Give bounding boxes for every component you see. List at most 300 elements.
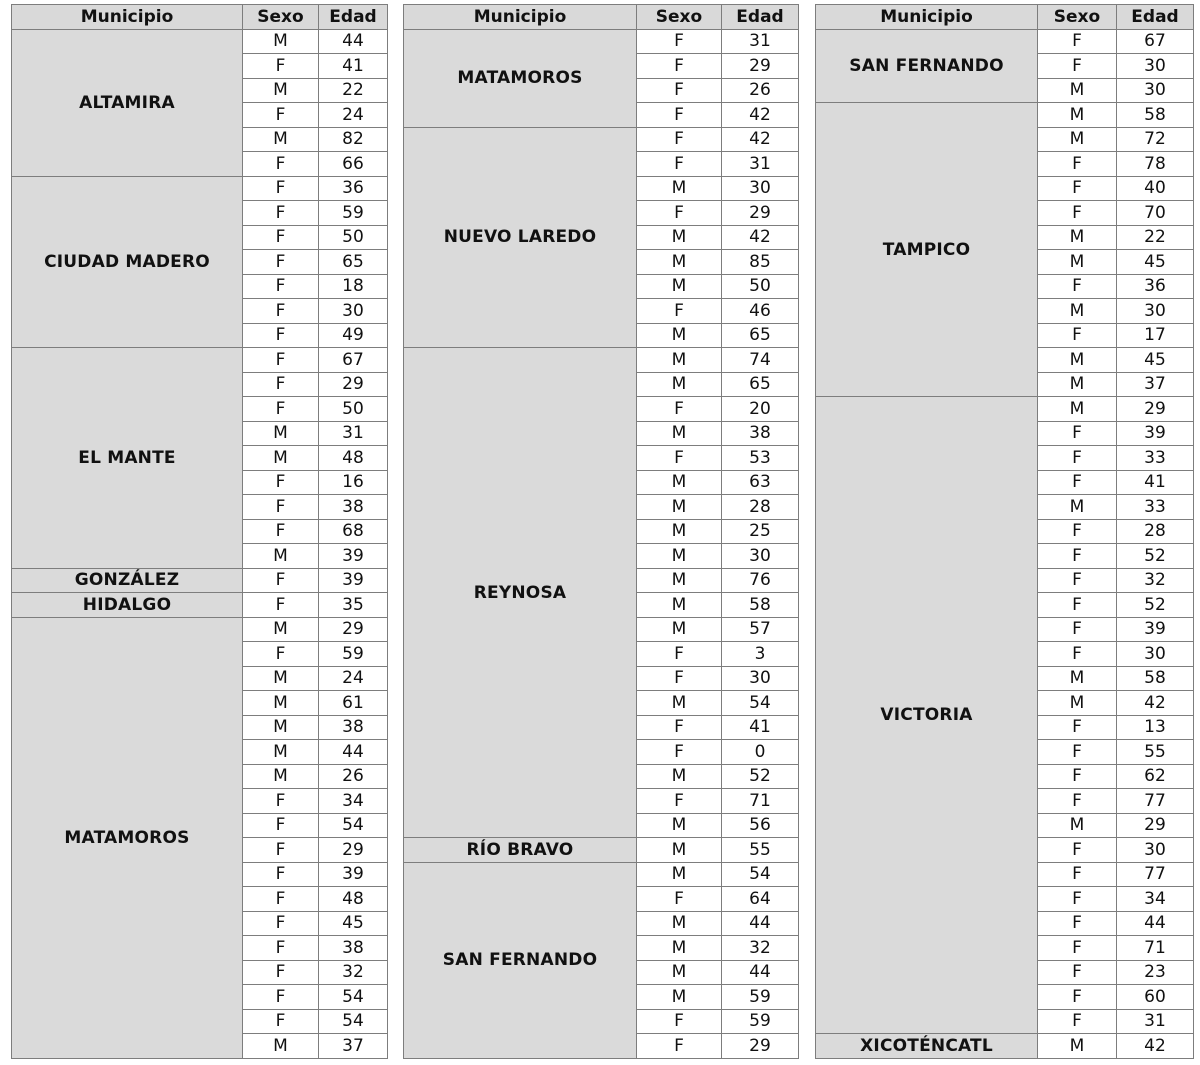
- sexo-cell: F: [1038, 838, 1117, 863]
- edad-cell: 38: [319, 715, 388, 740]
- edad-cell: 44: [722, 960, 799, 985]
- sexo-cell: F: [243, 201, 319, 226]
- edad-cell: 42: [722, 103, 799, 128]
- sexo-cell: F: [1038, 519, 1117, 544]
- data-table-3: [815, 4, 1194, 1059]
- sexo-cell: F: [1038, 29, 1117, 54]
- header-municipio: Municipio: [12, 5, 243, 30]
- sexo-cell: F: [637, 1009, 722, 1034]
- edad-cell: 42: [1117, 691, 1194, 716]
- edad-cell: 36: [1117, 274, 1194, 299]
- sexo-cell: M: [243, 127, 319, 152]
- sexo-cell: M: [243, 78, 319, 103]
- edad-cell: 61: [319, 691, 388, 716]
- edad-cell: 30: [722, 666, 799, 691]
- sexo-cell: F: [637, 78, 722, 103]
- header-edad: Edad: [722, 5, 799, 30]
- edad-cell: 34: [1117, 887, 1194, 912]
- sexo-cell: F: [1038, 642, 1117, 667]
- edad-cell: 52: [1117, 593, 1194, 618]
- municipio-cell: MATAMOROS: [404, 29, 637, 127]
- sexo-cell: F: [1038, 593, 1117, 618]
- edad-cell: 29: [319, 372, 388, 397]
- table-row: [404, 348, 799, 373]
- sexo-cell: F: [243, 862, 319, 887]
- sexo-cell: F: [243, 960, 319, 985]
- table-row: [404, 838, 799, 863]
- edad-cell: 42: [1117, 1034, 1194, 1059]
- sexo-cell: F: [637, 152, 722, 177]
- sexo-cell: M: [1038, 348, 1117, 373]
- edad-cell: 35: [319, 593, 388, 618]
- sexo-cell: F: [637, 789, 722, 814]
- edad-cell: 39: [319, 544, 388, 569]
- sexo-cell: F: [243, 54, 319, 79]
- edad-cell: 66: [319, 152, 388, 177]
- edad-cell: 30: [1117, 299, 1194, 324]
- edad-cell: 67: [319, 348, 388, 373]
- sexo-cell: M: [637, 470, 722, 495]
- sexo-cell: F: [1038, 421, 1117, 446]
- sexo-cell: F: [1038, 862, 1117, 887]
- edad-cell: 41: [722, 715, 799, 740]
- sexo-cell: M: [637, 348, 722, 373]
- sexo-cell: F: [1038, 446, 1117, 471]
- table-row: [404, 29, 799, 54]
- edad-cell: 50: [722, 274, 799, 299]
- edad-cell: 31: [1117, 1009, 1194, 1034]
- sexo-cell: M: [243, 715, 319, 740]
- sexo-cell: M: [637, 250, 722, 275]
- edad-cell: 54: [319, 1009, 388, 1034]
- sexo-cell: F: [243, 593, 319, 618]
- edad-cell: 55: [1117, 740, 1194, 765]
- edad-cell: 67: [1117, 29, 1194, 54]
- edad-cell: 50: [319, 397, 388, 422]
- municipio-cell: CIUDAD MADERO: [12, 176, 243, 348]
- header-sexo: Sexo: [1038, 5, 1117, 30]
- edad-cell: 41: [319, 54, 388, 79]
- municipio-cell: TAMPICO: [816, 103, 1038, 397]
- sexo-cell: M: [243, 617, 319, 642]
- edad-cell: 38: [722, 421, 799, 446]
- sexo-cell: F: [637, 127, 722, 152]
- edad-cell: 40: [1117, 176, 1194, 201]
- edad-cell: 55: [722, 838, 799, 863]
- edad-cell: 44: [319, 29, 388, 54]
- sexo-cell: M: [1038, 225, 1117, 250]
- header-row: [816, 5, 1194, 30]
- sexo-cell: M: [1038, 495, 1117, 520]
- data-table-1: [11, 4, 388, 1059]
- municipio-cell: SAN FERNANDO: [404, 862, 637, 1058]
- edad-cell: 18: [319, 274, 388, 299]
- edad-cell: 71: [1117, 936, 1194, 961]
- edad-cell: 41: [1117, 470, 1194, 495]
- edad-cell: 59: [722, 985, 799, 1010]
- edad-cell: 48: [319, 446, 388, 471]
- edad-cell: 31: [722, 152, 799, 177]
- edad-cell: 42: [722, 225, 799, 250]
- edad-cell: 33: [1117, 446, 1194, 471]
- sexo-cell: F: [243, 985, 319, 1010]
- edad-cell: 30: [1117, 642, 1194, 667]
- edad-cell: 29: [722, 54, 799, 79]
- edad-cell: 44: [722, 911, 799, 936]
- sexo-cell: F: [243, 813, 319, 838]
- sexo-cell: F: [243, 495, 319, 520]
- edad-cell: 65: [722, 323, 799, 348]
- edad-cell: 30: [722, 176, 799, 201]
- municipio-cell: EL MANTE: [12, 348, 243, 569]
- sexo-cell: M: [637, 691, 722, 716]
- sexo-cell: F: [243, 568, 319, 593]
- table-body: [816, 29, 1194, 1058]
- edad-cell: 31: [722, 29, 799, 54]
- table-body: [12, 29, 388, 1058]
- sexo-cell: F: [1038, 764, 1117, 789]
- edad-cell: 34: [319, 789, 388, 814]
- edad-cell: 32: [319, 960, 388, 985]
- sexo-cell: F: [243, 103, 319, 128]
- sexo-cell: F: [637, 397, 722, 422]
- sexo-cell: M: [1038, 103, 1117, 128]
- sexo-cell: F: [637, 740, 722, 765]
- sexo-cell: F: [243, 911, 319, 936]
- edad-cell: 28: [1117, 519, 1194, 544]
- table-row: [12, 568, 388, 593]
- municipio-cell: VICTORIA: [816, 397, 1038, 1034]
- sexo-cell: F: [1038, 911, 1117, 936]
- sexo-cell: M: [637, 568, 722, 593]
- sexo-cell: M: [1038, 127, 1117, 152]
- sexo-cell: F: [637, 54, 722, 79]
- edad-cell: 78: [1117, 152, 1194, 177]
- header-row: [404, 5, 799, 30]
- sexo-cell: M: [1038, 299, 1117, 324]
- sexo-cell: M: [243, 544, 319, 569]
- edad-cell: 29: [1117, 397, 1194, 422]
- sexo-cell: F: [1038, 201, 1117, 226]
- sexo-cell: F: [1038, 323, 1117, 348]
- sexo-cell: F: [243, 519, 319, 544]
- edad-cell: 65: [319, 250, 388, 275]
- table-row: [12, 176, 388, 201]
- sexo-cell: M: [637, 176, 722, 201]
- sexo-cell: M: [637, 225, 722, 250]
- sexo-cell: M: [1038, 691, 1117, 716]
- sexo-cell: F: [637, 642, 722, 667]
- edad-cell: 28: [722, 495, 799, 520]
- sexo-cell: F: [1038, 887, 1117, 912]
- edad-cell: 39: [319, 568, 388, 593]
- sexo-cell: F: [637, 103, 722, 128]
- table-row: [404, 127, 799, 152]
- sexo-cell: M: [243, 666, 319, 691]
- sexo-cell: F: [243, 225, 319, 250]
- edad-cell: 26: [319, 764, 388, 789]
- sexo-cell: M: [637, 544, 722, 569]
- edad-cell: 71: [722, 789, 799, 814]
- edad-cell: 33: [1117, 495, 1194, 520]
- sexo-cell: F: [243, 176, 319, 201]
- sexo-cell: F: [243, 299, 319, 324]
- edad-cell: 48: [319, 887, 388, 912]
- sexo-cell: F: [1038, 960, 1117, 985]
- sexo-cell: F: [243, 152, 319, 177]
- sexo-cell: M: [1038, 666, 1117, 691]
- municipio-cell: XICOTÉNCATL: [816, 1034, 1038, 1059]
- sexo-cell: F: [1038, 152, 1117, 177]
- sexo-cell: M: [1038, 78, 1117, 103]
- edad-cell: 59: [722, 1009, 799, 1034]
- sexo-cell: M: [243, 691, 319, 716]
- edad-cell: 77: [1117, 862, 1194, 887]
- edad-cell: 59: [319, 642, 388, 667]
- sexo-cell: F: [1038, 985, 1117, 1010]
- edad-cell: 30: [1117, 78, 1194, 103]
- sexo-cell: F: [637, 1034, 722, 1059]
- edad-cell: 29: [319, 838, 388, 863]
- table-row: [816, 1034, 1194, 1059]
- municipio-cell: GONZÁLEZ: [12, 568, 243, 593]
- edad-cell: 53: [722, 446, 799, 471]
- sexo-cell: M: [243, 740, 319, 765]
- municipio-cell: REYNOSA: [404, 348, 637, 838]
- edad-cell: 52: [1117, 544, 1194, 569]
- municipio-cell: MATAMOROS: [12, 617, 243, 1058]
- header-row: [12, 5, 388, 30]
- header-municipio: Municipio: [404, 5, 637, 30]
- sexo-cell: F: [637, 29, 722, 54]
- sexo-cell: F: [243, 642, 319, 667]
- sexo-cell: M: [243, 446, 319, 471]
- sexo-cell: M: [243, 1034, 319, 1059]
- edad-cell: 76: [722, 568, 799, 593]
- edad-cell: 54: [319, 813, 388, 838]
- edad-cell: 52: [722, 764, 799, 789]
- edad-cell: 44: [319, 740, 388, 765]
- municipio-cell: ALTAMIRA: [12, 29, 243, 176]
- edad-cell: 58: [1117, 103, 1194, 128]
- edad-cell: 29: [1117, 813, 1194, 838]
- edad-cell: 23: [1117, 960, 1194, 985]
- sexo-cell: M: [637, 617, 722, 642]
- sexo-cell: F: [1038, 617, 1117, 642]
- edad-cell: 63: [722, 470, 799, 495]
- sexo-cell: F: [637, 666, 722, 691]
- edad-cell: 59: [319, 201, 388, 226]
- sexo-cell: M: [1038, 372, 1117, 397]
- sexo-cell: M: [637, 911, 722, 936]
- sexo-cell: F: [243, 397, 319, 422]
- sexo-cell: M: [637, 495, 722, 520]
- edad-cell: 26: [722, 78, 799, 103]
- table-body: [404, 29, 799, 1058]
- table-row: [12, 593, 388, 618]
- sexo-cell: F: [243, 936, 319, 961]
- municipio-cell: RÍO BRAVO: [404, 838, 637, 863]
- edad-cell: 13: [1117, 715, 1194, 740]
- sexo-cell: F: [243, 274, 319, 299]
- edad-cell: 45: [319, 911, 388, 936]
- sexo-cell: M: [637, 421, 722, 446]
- sexo-cell: F: [637, 446, 722, 471]
- sexo-cell: M: [637, 960, 722, 985]
- table-row: [12, 617, 388, 642]
- sexo-cell: F: [243, 372, 319, 397]
- edad-cell: 32: [722, 936, 799, 961]
- sexo-cell: F: [243, 323, 319, 348]
- sexo-cell: F: [1038, 274, 1117, 299]
- sexo-cell: F: [243, 470, 319, 495]
- municipio-cell: NUEVO LAREDO: [404, 127, 637, 348]
- edad-cell: 65: [722, 372, 799, 397]
- sexo-cell: M: [1038, 250, 1117, 275]
- edad-cell: 30: [319, 299, 388, 324]
- edad-cell: 38: [319, 936, 388, 961]
- edad-cell: 58: [1117, 666, 1194, 691]
- sexo-cell: F: [637, 299, 722, 324]
- edad-cell: 32: [1117, 568, 1194, 593]
- edad-cell: 30: [1117, 838, 1194, 863]
- edad-cell: 25: [722, 519, 799, 544]
- edad-cell: 54: [722, 691, 799, 716]
- sexo-cell: M: [637, 519, 722, 544]
- sexo-cell: F: [1038, 544, 1117, 569]
- sexo-cell: F: [1038, 936, 1117, 961]
- header-sexo: Sexo: [637, 5, 722, 30]
- edad-cell: 45: [1117, 348, 1194, 373]
- edad-cell: 16: [319, 470, 388, 495]
- sexo-cell: F: [243, 348, 319, 373]
- sexo-cell: M: [637, 764, 722, 789]
- edad-cell: 60: [1117, 985, 1194, 1010]
- edad-cell: 54: [319, 985, 388, 1010]
- edad-cell: 29: [722, 1034, 799, 1059]
- edad-cell: 37: [319, 1034, 388, 1059]
- edad-cell: 39: [1117, 421, 1194, 446]
- edad-cell: 46: [722, 299, 799, 324]
- sexo-cell: F: [1038, 715, 1117, 740]
- sexo-cell: M: [1038, 813, 1117, 838]
- table-row: [12, 348, 388, 373]
- edad-cell: 85: [722, 250, 799, 275]
- edad-cell: 72: [1117, 127, 1194, 152]
- edad-cell: 31: [319, 421, 388, 446]
- sexo-cell: F: [1038, 789, 1117, 814]
- sexo-cell: F: [1038, 1009, 1117, 1034]
- edad-cell: 74: [722, 348, 799, 373]
- edad-cell: 37: [1117, 372, 1194, 397]
- sexo-cell: F: [1038, 54, 1117, 79]
- sexo-cell: F: [637, 887, 722, 912]
- edad-cell: 57: [722, 617, 799, 642]
- municipio-cell: HIDALGO: [12, 593, 243, 618]
- header-municipio: Municipio: [816, 5, 1038, 30]
- edad-cell: 17: [1117, 323, 1194, 348]
- sexo-cell: M: [637, 323, 722, 348]
- edad-cell: 70: [1117, 201, 1194, 226]
- edad-cell: 54: [722, 862, 799, 887]
- sexo-cell: M: [1038, 397, 1117, 422]
- sexo-cell: F: [243, 887, 319, 912]
- sexo-cell: F: [1038, 740, 1117, 765]
- edad-cell: 45: [1117, 250, 1194, 275]
- edad-cell: 39: [319, 862, 388, 887]
- sexo-cell: M: [637, 936, 722, 961]
- header-sexo: Sexo: [243, 5, 319, 30]
- header-edad: Edad: [1117, 5, 1194, 30]
- sexo-cell: M: [637, 274, 722, 299]
- edad-cell: 29: [722, 201, 799, 226]
- table-row: [816, 29, 1194, 54]
- sexo-cell: F: [243, 789, 319, 814]
- table-row: [12, 29, 388, 54]
- sexo-cell: M: [1038, 1034, 1117, 1059]
- table-row: [816, 103, 1194, 128]
- edad-cell: 56: [722, 813, 799, 838]
- sexo-cell: F: [243, 250, 319, 275]
- edad-cell: 30: [1117, 54, 1194, 79]
- sexo-cell: M: [243, 421, 319, 446]
- edad-cell: 44: [1117, 911, 1194, 936]
- edad-cell: 38: [319, 495, 388, 520]
- edad-cell: 68: [319, 519, 388, 544]
- edad-cell: 42: [722, 127, 799, 152]
- edad-cell: 39: [1117, 617, 1194, 642]
- edad-cell: 20: [722, 397, 799, 422]
- edad-cell: 50: [319, 225, 388, 250]
- table-row: [816, 397, 1194, 422]
- sexo-cell: M: [637, 372, 722, 397]
- edad-cell: 29: [319, 617, 388, 642]
- edad-cell: 3: [722, 642, 799, 667]
- sexo-cell: F: [1038, 568, 1117, 593]
- sexo-cell: M: [243, 764, 319, 789]
- table-row: [404, 862, 799, 887]
- edad-cell: 30: [722, 544, 799, 569]
- sexo-cell: F: [243, 1009, 319, 1034]
- sexo-cell: M: [637, 985, 722, 1010]
- edad-cell: 82: [319, 127, 388, 152]
- sexo-cell: M: [637, 838, 722, 863]
- edad-cell: 77: [1117, 789, 1194, 814]
- sexo-cell: M: [637, 862, 722, 887]
- edad-cell: 64: [722, 887, 799, 912]
- sexo-cell: F: [1038, 470, 1117, 495]
- edad-cell: 22: [319, 78, 388, 103]
- edad-cell: 62: [1117, 764, 1194, 789]
- edad-cell: 58: [722, 593, 799, 618]
- edad-cell: 49: [319, 323, 388, 348]
- edad-cell: 36: [319, 176, 388, 201]
- sexo-cell: F: [243, 838, 319, 863]
- sexo-cell: M: [637, 593, 722, 618]
- sexo-cell: F: [637, 201, 722, 226]
- edad-cell: 22: [1117, 225, 1194, 250]
- edad-cell: 24: [319, 103, 388, 128]
- sexo-cell: F: [1038, 176, 1117, 201]
- municipio-cell: SAN FERNANDO: [816, 29, 1038, 103]
- data-table-2: [403, 4, 799, 1059]
- header-edad: Edad: [319, 5, 388, 30]
- edad-cell: 0: [722, 740, 799, 765]
- sexo-cell: F: [637, 715, 722, 740]
- sexo-cell: M: [637, 813, 722, 838]
- edad-cell: 24: [319, 666, 388, 691]
- sexo-cell: M: [243, 29, 319, 54]
